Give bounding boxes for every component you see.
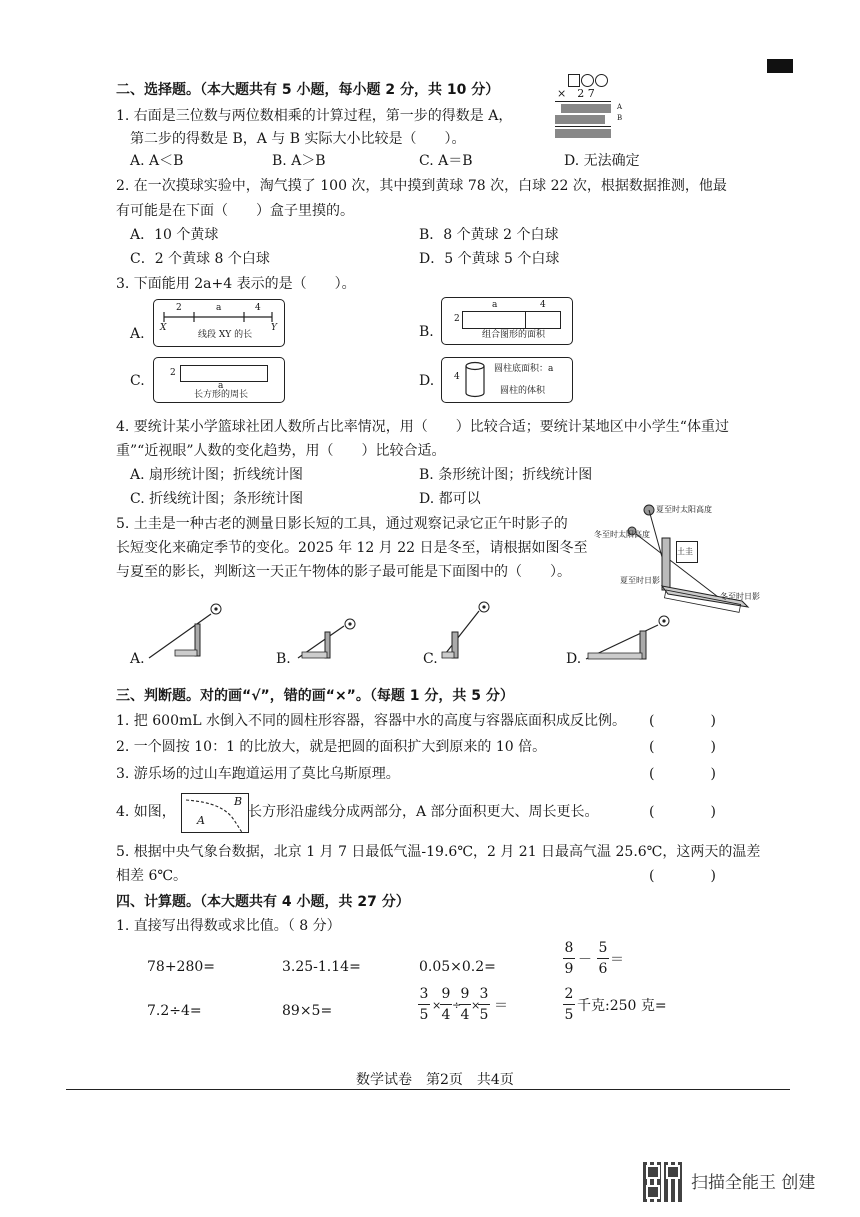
partial-product-a bbox=[561, 104, 611, 113]
q5-line3: 与夏至的影长，判断这一天正午物体的影子最可能是下面图中的（ ）。 bbox=[116, 564, 571, 580]
q5-line1: 5. 土圭是一种古老的测量日影长短的工具，通过观察记录它正午时影子的 bbox=[116, 516, 568, 532]
label-4: 4 bbox=[540, 300, 546, 310]
q5-option-d-shadow-diagram bbox=[584, 603, 674, 663]
numerator: 5 bbox=[598, 940, 608, 956]
q2-line1: 2. 在一次摸球实验中，淘气摸了 100 次，其中摸到黄球 78 次，白球 22 次，根据数据推测，他最 bbox=[116, 178, 727, 194]
ratio-rest: 千克:250 克= bbox=[577, 998, 667, 1014]
multiplier: × 2 7 bbox=[557, 87, 595, 100]
q2-option-b: B．8 个黄球 2 个白球 bbox=[419, 227, 559, 243]
digit-box bbox=[595, 74, 608, 87]
q3-figure-c bbox=[153, 357, 285, 403]
q4-option-d: D. 都可以 bbox=[419, 491, 481, 507]
judge-q4-rectangle-figure bbox=[181, 793, 249, 833]
operator: × bbox=[432, 999, 442, 1012]
caption: 组合图形的面积 bbox=[482, 330, 546, 340]
q5-option-b-shadow-diagram bbox=[294, 602, 374, 662]
numerator: 8 bbox=[564, 940, 574, 956]
judge-q1-answer[interactable]: ( ) bbox=[649, 713, 716, 729]
section3-title: 三、判断题。对的画“√”，错的画“×”。（每题 1 分，共 5 分） bbox=[116, 688, 514, 704]
q5-option-d: D. bbox=[566, 651, 582, 667]
judge-q3: 3. 游乐场的过山车跑道运用了莫比乌斯原理。 bbox=[116, 766, 400, 782]
page-footer: 数学试卷 第2页 共4页 bbox=[356, 1072, 514, 1088]
caption: 长方形的周长 bbox=[194, 390, 249, 400]
judge-q4-answer[interactable]: ( ) bbox=[649, 804, 716, 820]
calc-q1-title: 1. 直接写出得数或求比值。（ 8 分） bbox=[116, 918, 341, 934]
section4-title: 四、计算题。（本大题共有 4 小题，共 27 分） bbox=[116, 894, 410, 910]
calc-item-4-fraction-subtraction bbox=[563, 940, 663, 982]
operator: ÷ bbox=[452, 999, 462, 1012]
label-y: Y bbox=[271, 323, 277, 333]
label-4: 4 bbox=[255, 303, 261, 313]
final-product bbox=[555, 129, 611, 138]
label-a: a bbox=[218, 381, 224, 391]
judge-q1: 1. 把 600mL 水倒入不同的圆柱形容器，容器中水的高度与容器底面积成反比例。 bbox=[116, 713, 627, 729]
q3-label-a: A. bbox=[130, 326, 145, 342]
qr-code-icon bbox=[643, 1162, 683, 1202]
q3-label-b: B. bbox=[419, 324, 434, 340]
calc-item-5: 7.2÷4= bbox=[147, 1003, 202, 1019]
q4-option-a: A. 扇形统计图；折线统计图 bbox=[130, 467, 304, 483]
summer-sun-label: 夏至时太阳高度 bbox=[656, 505, 712, 514]
q2-line2: 有可能是在下面（ ）盒子里摸的。 bbox=[116, 203, 354, 219]
q1-line2: 第二步的得数是 B，A 与 B 实际大小比较是（ ）。 bbox=[130, 131, 466, 147]
q2-option-c: C．2 个黄球 8 个白球 bbox=[130, 251, 270, 267]
q1-option-b: B. A＞B bbox=[272, 153, 326, 169]
part-b-label: B bbox=[234, 795, 243, 808]
q3-stem: 3. 下面能用 2a+4 表示的是（ ）。 bbox=[116, 276, 356, 292]
equals: ＝ bbox=[610, 952, 624, 968]
denominator: 4 bbox=[441, 1007, 451, 1023]
q5-option-a-shadow-diagram bbox=[145, 602, 225, 662]
q4-option-c: C. 折线统计图；条形统计图 bbox=[130, 491, 304, 507]
footer-rule bbox=[66, 1089, 790, 1090]
label-2: 2 bbox=[170, 368, 176, 378]
summer-shadow-label: 夏至时日影 bbox=[620, 576, 660, 585]
equals: ＝ bbox=[494, 998, 508, 1014]
section2-title: 二、选择题。（本大题共有 5 小题，每小题 2 分，共 10 分） bbox=[116, 82, 500, 98]
digit-box bbox=[568, 74, 580, 87]
denominator: 5 bbox=[419, 1007, 429, 1023]
q2-option-d: D．5 个黄球 5 个白球 bbox=[419, 251, 560, 267]
denominator: 4 bbox=[460, 1007, 470, 1023]
judge-q2-answer[interactable]: ( ) bbox=[649, 739, 716, 755]
caption: 线段 XY 的长 bbox=[198, 330, 253, 340]
calc-item-8-ratio bbox=[563, 986, 683, 1028]
rectangle bbox=[180, 365, 268, 382]
numerator: 9 bbox=[441, 986, 451, 1002]
q1-line1: 1. 右面是三位数与两位数相乘的计算过程，第一步的得数是 A， bbox=[116, 108, 513, 124]
judge-q5-answer[interactable]: ( ) bbox=[649, 868, 716, 884]
calc-item-1: 78+280= bbox=[147, 959, 215, 975]
numerator: 3 bbox=[419, 986, 429, 1002]
corner-mark bbox=[767, 59, 793, 73]
base-area: 圆柱底面积：a bbox=[494, 364, 554, 374]
q2-option-a: A．10 个黄球 bbox=[130, 227, 219, 243]
calc-item-6: 89×5= bbox=[282, 1003, 333, 1019]
judge-q4-post: 长方形沿虚线分成两部分，A 部分面积更大、周长更长。 bbox=[248, 804, 599, 820]
label-b: B bbox=[617, 114, 623, 122]
calc-item-3: 0.05×0.2= bbox=[419, 959, 496, 975]
q1-option-c: C. A＝B bbox=[419, 153, 473, 169]
numerator: 9 bbox=[460, 986, 470, 1002]
rect-a bbox=[462, 311, 526, 329]
q5-option-c: C. bbox=[423, 651, 438, 667]
q4-line2: 重”“近视眼”人数的变化趋势，用（ ）比较合适。 bbox=[116, 443, 446, 459]
q4-line1: 4. 要统计某小学篮球社团人数所占比率情况，用（ ）比较合适；要统计某地区中小学生“体重过 bbox=[116, 419, 729, 435]
rule-line bbox=[555, 101, 611, 102]
rect-4 bbox=[525, 311, 561, 329]
denominator: 6 bbox=[598, 961, 608, 977]
winter-shadow-label: 冬至时日影 bbox=[720, 592, 760, 601]
judge-q2: 2. 一个圆按 10：1 的比放大，就是把圆的面积扩大到原来的 10 倍。 bbox=[116, 739, 547, 755]
label-a: a bbox=[492, 300, 498, 310]
label-2: 2 bbox=[454, 314, 460, 324]
caption: 圆柱的体积 bbox=[500, 386, 546, 396]
q4-option-b: B. 条形统计图；折线统计图 bbox=[419, 467, 593, 483]
q5-option-b: B. bbox=[276, 651, 291, 667]
part-a-label: A bbox=[197, 814, 205, 827]
label-4: 4 bbox=[454, 372, 460, 382]
digit-box bbox=[581, 74, 594, 87]
label-a: A bbox=[617, 103, 623, 111]
q1-multiplication-figure bbox=[553, 72, 633, 144]
denominator: 5 bbox=[564, 1007, 574, 1023]
calc-item-7-fraction-expression bbox=[418, 986, 528, 1028]
judge-q5-line1: 5. 根据中央气象台数据，北京 1 月 7 日最低气温-19.6℃，2 月 21 日最高气温 25.6℃，这两天的温差 bbox=[116, 844, 761, 860]
watermark-text: 扫描全能王 创建 bbox=[691, 1173, 816, 1193]
judge-q4-pre: 4. 如图， bbox=[116, 804, 176, 820]
numerator: 3 bbox=[479, 986, 489, 1002]
denominator: 5 bbox=[479, 1007, 489, 1023]
numerator: 2 bbox=[564, 986, 574, 1002]
label-x: X bbox=[160, 323, 167, 333]
q3-figure-d bbox=[441, 357, 573, 403]
q1-option-d: D. 无法确定 bbox=[564, 153, 640, 169]
label-a: a bbox=[216, 303, 222, 313]
q5-option-a: A. bbox=[130, 651, 145, 667]
calc-item-2: 3.25-1.14= bbox=[282, 959, 361, 975]
operator: × bbox=[471, 999, 481, 1012]
q3-figure-a bbox=[153, 299, 285, 347]
q3-figure-b bbox=[441, 297, 573, 345]
judge-q3-answer[interactable]: ( ) bbox=[649, 766, 716, 782]
q1-option-a: A. A＜B bbox=[130, 153, 184, 169]
q3-label-d: D. bbox=[419, 373, 435, 389]
winter-sun-label: 冬至时太阳高度 bbox=[594, 530, 650, 539]
q3-label-c: C. bbox=[130, 373, 145, 389]
label-2: 2 bbox=[176, 303, 182, 313]
judge-q5-line2: 相差 6℃。 bbox=[116, 868, 188, 884]
q5-line2: 长短变化来确定季节的变化。2025 年 12 月 22 日是冬至，请根据如图冬至 bbox=[116, 540, 588, 556]
rule-line bbox=[555, 126, 611, 127]
partial-product-b bbox=[555, 115, 605, 124]
q5-gnomon-figure bbox=[592, 498, 772, 616]
q5-option-c-shadow-diagram bbox=[438, 598, 518, 658]
denominator: 9 bbox=[564, 961, 574, 977]
gnomon-label: 土圭 bbox=[677, 547, 693, 556]
operator: － bbox=[578, 952, 592, 968]
